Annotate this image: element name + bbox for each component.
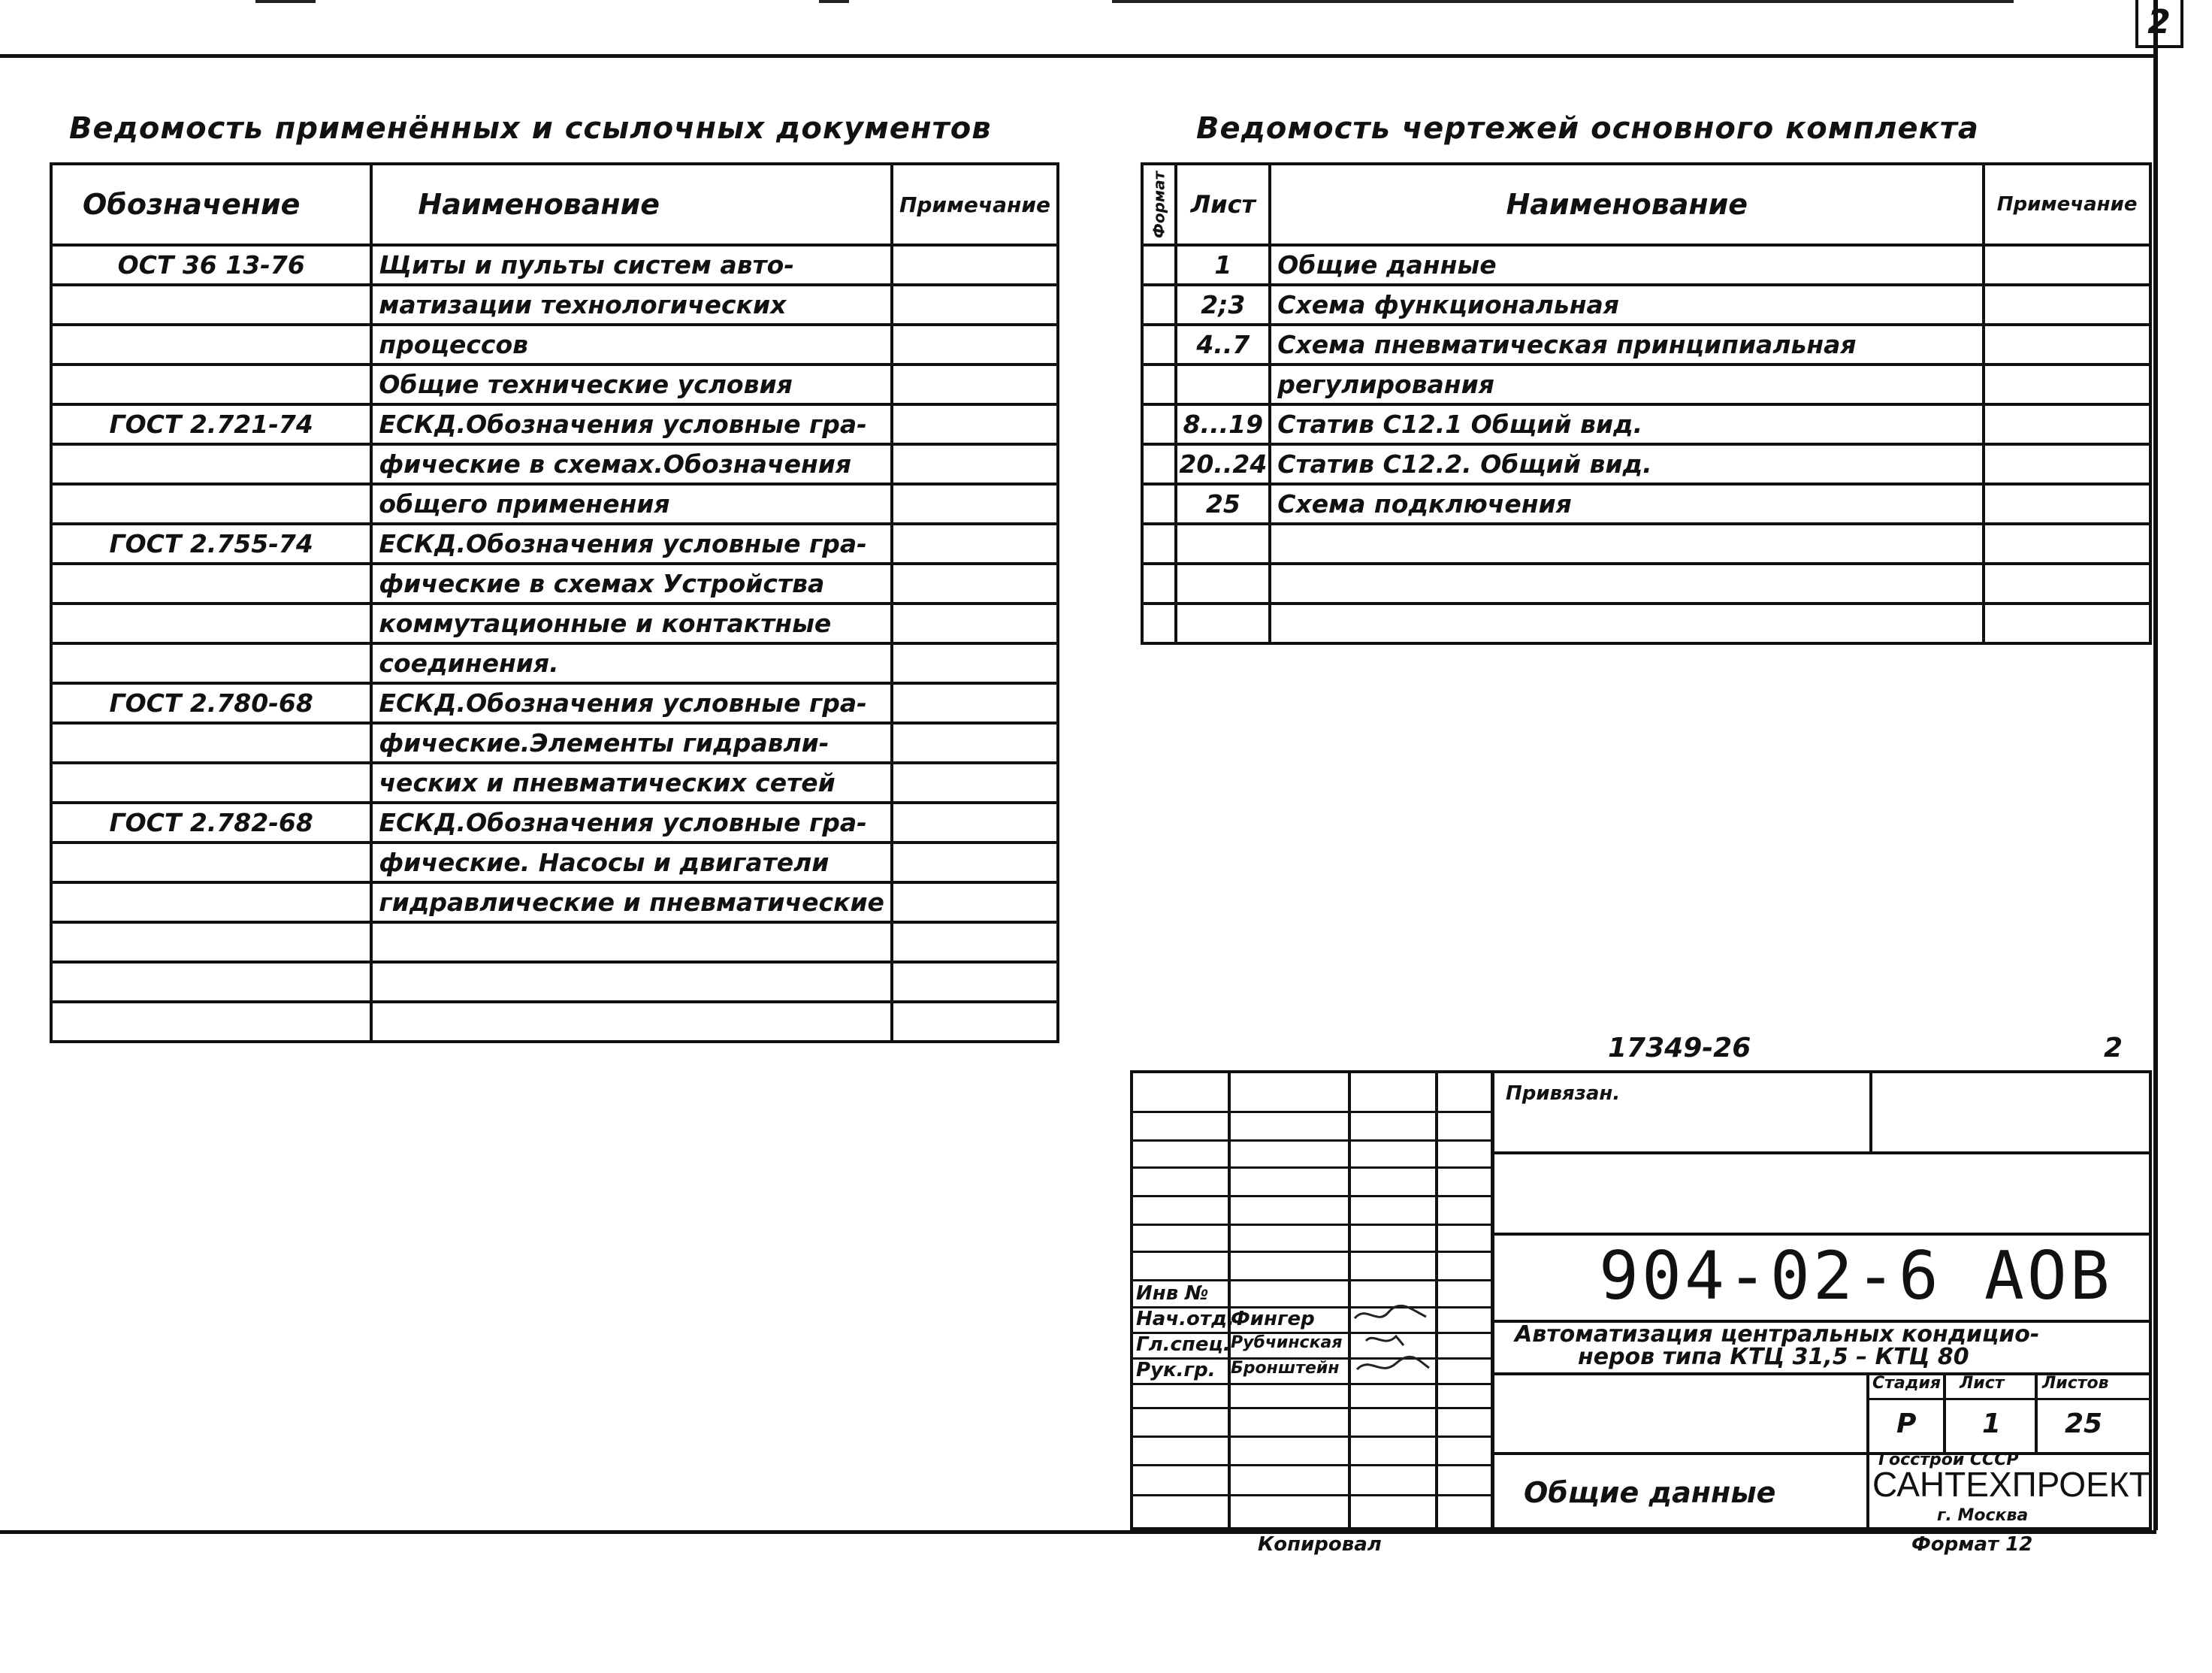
drawing-row: [1142, 404, 2150, 444]
staff-name-3: Бронштейн: [1231, 1359, 1340, 1378]
drawing-row: [1142, 285, 2150, 325]
drawing-row: [1142, 604, 2150, 643]
staff-role-2: Гл.спец.: [1136, 1333, 1231, 1356]
drawing-format-cell: [1142, 365, 1176, 404]
organization-name: САНТЕХПРОЕКТ: [1872, 1465, 2150, 1504]
drawing-row: [1142, 564, 2150, 604]
drawing-row: [1142, 524, 2150, 564]
drawing-format-cell: [1142, 404, 1176, 444]
document-name-cell: ЕСКД.Обозначения условные гра-: [371, 683, 892, 723]
document-note-cell: [892, 643, 1058, 683]
document-code-cell: [51, 723, 371, 763]
document-note-cell: [892, 604, 1058, 643]
drawing-note-cell: [1984, 484, 2150, 524]
header-sheet: Лист: [1176, 164, 1270, 245]
document-row: [51, 882, 1058, 922]
document-row: [51, 962, 1058, 1002]
document-name-cell: фические в схемах.Обозначения: [371, 444, 892, 484]
document-note-cell: [892, 484, 1058, 524]
header-drawing-note: Примечание: [1984, 164, 2150, 245]
drawing-format-cell: [1142, 524, 1176, 564]
drawing-sheet-cell: 8...19: [1176, 404, 1270, 444]
document-row: [51, 524, 1058, 564]
documents-table: [50, 162, 1059, 1043]
document-note-cell: [892, 365, 1058, 404]
drawing-row: [1142, 245, 2150, 285]
drawing-name-cell: Схема подключения: [1270, 484, 1984, 524]
drawing-row: [1142, 444, 2150, 484]
staff-name-1: Фингер: [1231, 1308, 1315, 1330]
document-note-cell: [892, 404, 1058, 444]
drawing-name-cell: Общие данные: [1270, 245, 1984, 285]
document-code-cell: ГОСТ 2.721-74: [51, 404, 371, 444]
documents-table-header: [51, 164, 1058, 245]
header-name: Наименование: [371, 164, 892, 245]
document-name-cell: [371, 922, 892, 962]
document-row: [51, 325, 1058, 365]
document-code-cell: [51, 763, 371, 803]
sheet-title: Общие данные: [1524, 1476, 1776, 1509]
document-row: [51, 683, 1058, 723]
drawings-table-header: [1142, 164, 2150, 245]
document-note-cell: [892, 325, 1058, 365]
header-code: Обозначение: [51, 164, 371, 245]
document-code-cell: [51, 564, 371, 604]
document-code: 904-02-6 АОВ: [1599, 1237, 2113, 1314]
document-note-cell: [892, 245, 1058, 285]
document-row: [51, 245, 1058, 285]
document-name-cell: гидравлические и пневматические: [371, 882, 892, 922]
document-name-cell: фические в схемах Устройства: [371, 564, 892, 604]
frame-right-line: [2153, 0, 2158, 1530]
staff-name-2: Рубчинская: [1231, 1333, 1343, 1352]
document-row: [51, 643, 1058, 683]
document-code-cell: ГОСТ 2.755-74: [51, 524, 371, 564]
document-row: [51, 922, 1058, 962]
document-name-cell: Щиты и пульты систем авто-: [371, 245, 892, 285]
drawing-sheet-cell: 2;3: [1176, 285, 1270, 325]
document-code-cell: [51, 843, 371, 882]
document-note-cell: [892, 843, 1058, 882]
document-code-cell: [51, 962, 371, 1002]
attached-label: Привязан.: [1506, 1082, 1621, 1105]
drawing-sheet-cell: 4..7: [1176, 325, 1270, 365]
document-row: [51, 604, 1058, 643]
drawing-sheet-cell: 25: [1176, 484, 1270, 524]
document-note-cell: [892, 285, 1058, 325]
drawing-note-cell: [1984, 564, 2150, 604]
drawing-note-cell: [1984, 444, 2150, 484]
document-row: [51, 803, 1058, 843]
drawing-note-cell: [1984, 524, 2150, 564]
document-code-cell: [51, 882, 371, 922]
header-note: Примечание: [892, 164, 1058, 245]
staff-role-1: Нач.отд.: [1136, 1308, 1234, 1330]
drawing-note-cell: [1984, 325, 2150, 365]
document-name-cell: ческих и пневматических сетей: [371, 763, 892, 803]
drawing-sheet-cell: [1176, 604, 1270, 643]
sheets-header: Листов: [2042, 1374, 2109, 1393]
sheets-value: 25: [2065, 1408, 2103, 1439]
drawing-name-cell: [1270, 524, 1984, 564]
drawing-note-cell: [1984, 285, 2150, 325]
document-code-cell: [51, 444, 371, 484]
documents-list-title: Ведомость применённых и ссылочных документов: [69, 111, 992, 146]
drawing-row: [1142, 484, 2150, 524]
album-number: 17349-26: [1608, 1033, 1751, 1063]
drawing-name-cell: Статив С12.2. Общий вид.: [1270, 444, 1984, 484]
document-note-cell: [892, 524, 1058, 564]
drawing-sheet-cell: 20..24: [1176, 444, 1270, 484]
drawings-list-title: Ведомость чертежей основного комплекта: [1196, 111, 1979, 146]
document-code-cell: [51, 365, 371, 404]
drawing-name-cell: [1270, 564, 1984, 604]
copied-by-label: Копировал: [1258, 1533, 1382, 1556]
header-drawing-name: Наименование: [1270, 164, 1984, 245]
drawing-sheet-cell: [1176, 524, 1270, 564]
document-code-cell: ГОСТ 2.782-68: [51, 803, 371, 843]
document-code-cell: [51, 604, 371, 643]
drawing-sheet-cell: 1: [1176, 245, 1270, 285]
drawing-name-cell: Статив С12.1 Общий вид.: [1270, 404, 1984, 444]
drawing-format-cell: [1142, 325, 1176, 365]
organization-city: г. Москва: [1937, 1506, 2029, 1525]
drawing-note-cell: [1984, 604, 2150, 643]
drawing-note-cell: [1984, 365, 2150, 404]
inventory-label: Инв №: [1136, 1282, 1209, 1305]
header-format: Формат: [1142, 164, 1176, 245]
sheet-corner-number: 2: [2135, 0, 2183, 48]
drawing-format-cell: [1142, 285, 1176, 325]
document-note-cell: [892, 922, 1058, 962]
drawing-format-cell: [1142, 604, 1176, 643]
format-label: Формат 12: [1911, 1533, 2033, 1556]
drawing-sheet-cell: [1176, 365, 1270, 404]
document-code-cell: [51, 325, 371, 365]
document-name-cell: ЕСКД.Обозначения условные гра-: [371, 524, 892, 564]
drawing-format-cell: [1142, 564, 1176, 604]
frame-bottom-line: [0, 1530, 2156, 1534]
project-title-line-2: неров типа КТЦ 31,5 – КТЦ 80: [1578, 1344, 1969, 1370]
drawing-format-cell: [1142, 444, 1176, 484]
drawing-format-cell: [1142, 484, 1176, 524]
document-note-cell: [892, 962, 1058, 1002]
document-note-cell: [892, 723, 1058, 763]
staff-role-3: Рук.гр.: [1136, 1359, 1216, 1381]
title-block-divider: [1491, 1073, 1494, 1527]
document-note-cell: [892, 564, 1058, 604]
document-row: [51, 444, 1058, 484]
document-name-cell: ЕСКД.Обозначения условные гра-: [371, 404, 892, 444]
drawing-name-cell: Схема пневматическая принципиальная: [1270, 325, 1984, 365]
project-title-line-1: Автоматизация центральных кондицио-: [1515, 1321, 2040, 1348]
signatures-image: [1351, 1303, 1434, 1383]
drawing-name-cell: [1270, 604, 1984, 643]
document-row: [51, 723, 1058, 763]
document-note-cell: [892, 803, 1058, 843]
document-note-cell: [892, 444, 1058, 484]
document-name-cell: общего применения: [371, 484, 892, 524]
document-name-cell: фические. Насосы и двигатели: [371, 843, 892, 882]
drawing-note-cell: [1984, 245, 2150, 285]
drawing-note-cell: [1984, 404, 2150, 444]
drawing-name-cell: Схема функциональная: [1270, 285, 1984, 325]
document-code-cell: [51, 285, 371, 325]
drawing-row: [1142, 365, 2150, 404]
document-row: [51, 365, 1058, 404]
drawing-name-cell: регулирования: [1270, 365, 1984, 404]
drawing-format-cell: [1142, 245, 1176, 285]
frame-top-line: [0, 54, 2156, 58]
title-block: [1130, 1070, 2152, 1530]
document-name-cell: [371, 1002, 892, 1042]
drawings-table: [1141, 162, 2152, 645]
document-code-cell: [51, 643, 371, 683]
document-name-cell: фические.Элементы гидравли-: [371, 723, 892, 763]
document-note-cell: [892, 1002, 1058, 1042]
document-name-cell: Общие технические условия: [371, 365, 892, 404]
document-row: [51, 404, 1058, 444]
document-name-cell: матизации технологических: [371, 285, 892, 325]
stage-header: Стадия: [1872, 1374, 1942, 1393]
page-number: 2: [2104, 1033, 2123, 1063]
organization-parent: Госстрой СССР: [1878, 1451, 2019, 1469]
document-code-cell: ОСТ 36 13-76: [51, 245, 371, 285]
document-code-cell: ГОСТ 2.780-68: [51, 683, 371, 723]
document-name-cell: ЕСКД.Обозначения условные гра-: [371, 803, 892, 843]
stage-value: Р: [1896, 1408, 1917, 1439]
document-note-cell: [892, 882, 1058, 922]
document-note-cell: [892, 763, 1058, 803]
document-row: [51, 564, 1058, 604]
document-name-cell: [371, 962, 892, 1002]
drawing-sheet-cell: [1176, 564, 1270, 604]
sheet-header: Лист: [1960, 1374, 2005, 1393]
document-row: [51, 843, 1058, 882]
document-row: [51, 763, 1058, 803]
document-row: [51, 484, 1058, 524]
document-code-cell: [51, 484, 371, 524]
sheet-value: 1: [1982, 1408, 2002, 1439]
document-name-cell: коммутационные и контактные: [371, 604, 892, 643]
signature-grid: [1133, 1073, 1491, 1527]
top-edge-marks: [0, 0, 2104, 15]
drawing-row: [1142, 325, 2150, 365]
document-name-cell: соединения.: [371, 643, 892, 683]
document-name-cell: процессов: [371, 325, 892, 365]
document-code-cell: [51, 1002, 371, 1042]
document-row: [51, 285, 1058, 325]
document-code-cell: [51, 922, 371, 962]
document-row: [51, 1002, 1058, 1042]
document-note-cell: [892, 683, 1058, 723]
